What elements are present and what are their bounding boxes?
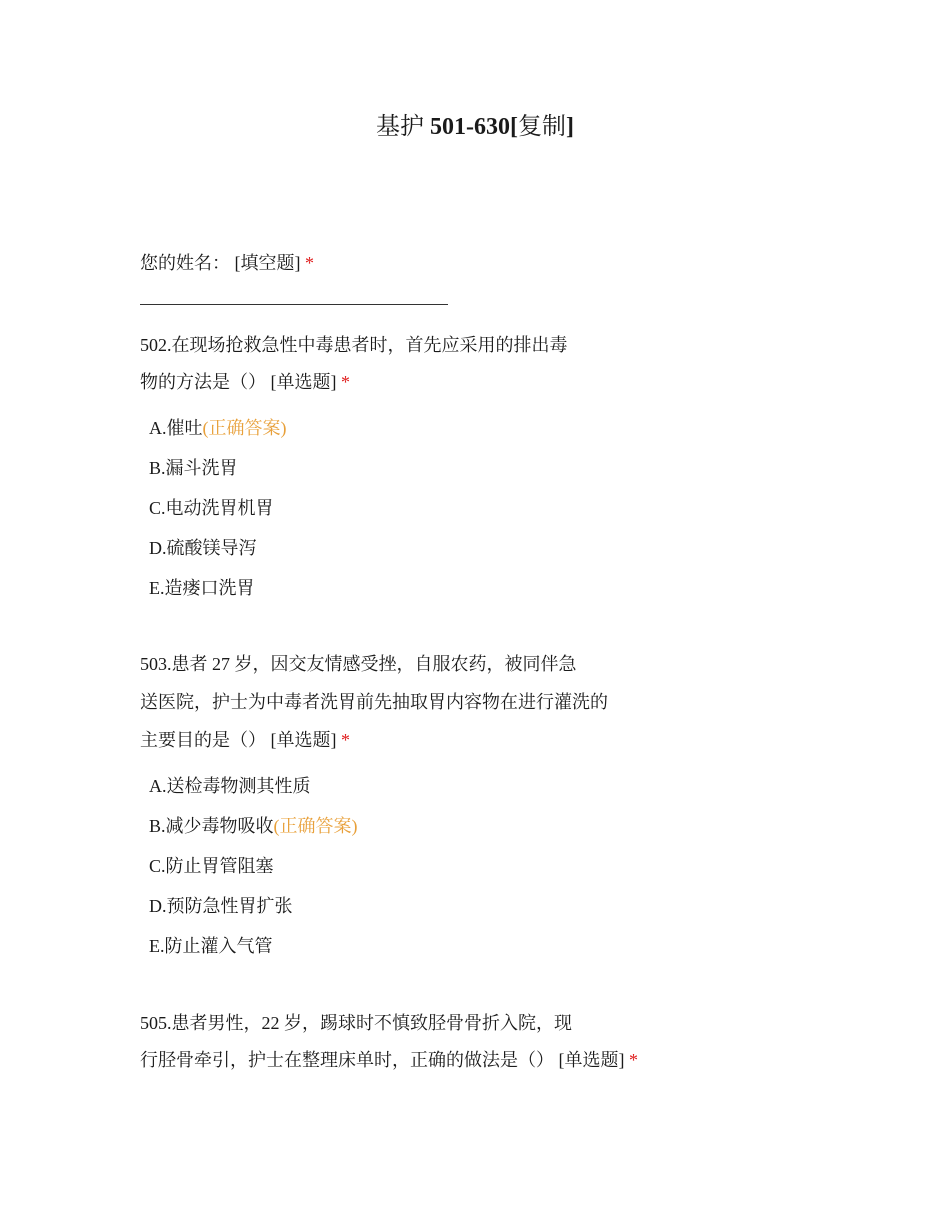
- question-502-option-a[interactable]: [149, 415, 287, 441]
- option-text: A.送检毒物测其性质: [149, 776, 311, 796]
- question-503-option-b[interactable]: [149, 813, 358, 839]
- title-copy: 复制: [517, 114, 566, 140]
- correct-answer-label: (正确答案): [202, 418, 287, 438]
- question-503-line-1: 503.患者 27 岁，因交友情感受挫，自服农药，被同伴急: [140, 654, 577, 674]
- question-503-option-d[interactable]: [149, 893, 293, 919]
- title-prefix: 基护: [376, 114, 430, 140]
- name-answer-blank[interactable]: [140, 304, 448, 305]
- name-question: [140, 250, 314, 276]
- question-502-option-b[interactable]: [149, 455, 238, 481]
- option-text: A.催吐: [149, 418, 203, 438]
- question-502-line-2: [140, 369, 350, 395]
- question-503-option-e[interactable]: [149, 933, 273, 959]
- option-text: D.预防急性胃扩张: [149, 896, 293, 916]
- option-text: C.电动洗胃机胃: [149, 498, 274, 518]
- option-text: C.防止胃管阻塞: [149, 856, 274, 876]
- question-502-option-c[interactable]: [149, 495, 274, 521]
- required-mark: *: [629, 1050, 638, 1070]
- question-503-line-3: [140, 727, 350, 753]
- document-title: [0, 110, 950, 144]
- required-mark: *: [341, 372, 350, 392]
- question-503-option-a[interactable]: [149, 773, 311, 799]
- required-mark: *: [305, 253, 314, 273]
- question-505-line-2: [140, 1047, 638, 1073]
- option-text: E.造瘘口洗胃: [149, 578, 255, 598]
- question-502-line-1: 502.在现场抢救急性中毒患者时，首先应采用的排出毒: [140, 335, 568, 355]
- question-502-option-d[interactable]: [149, 535, 257, 561]
- required-mark: *: [341, 730, 350, 750]
- question-505-line-1: 505.患者男性，22 岁，踢球时不慎致胫骨骨折入院，现: [140, 1013, 572, 1033]
- question-503-line-3-text: 主要目的是（）: [140, 730, 266, 750]
- question-type: [单选题]: [270, 730, 337, 750]
- question-type: [填空题]: [234, 253, 301, 273]
- question-503-option-c[interactable]: [149, 853, 274, 879]
- question-503-line-2: 送医院，护士为中毒者洗胃前先抽取胃内容物在进行灌洗的: [140, 692, 608, 712]
- title-range: 501-630[: [430, 114, 518, 140]
- correct-answer-label: (正确答案): [273, 816, 358, 836]
- question-502-option-e[interactable]: [149, 575, 255, 601]
- question-type: [单选题]: [270, 372, 337, 392]
- option-text: E.防止灌入气管: [149, 936, 273, 956]
- name-question-label: 您的姓名：: [140, 253, 230, 273]
- question-502-line-2-text: 物的方法是（）: [140, 372, 266, 392]
- question-505-line-2-text: 行胫骨牵引，护士在整理床单时，正确的做法是（）: [140, 1050, 554, 1070]
- option-text: B.减少毒物吸收: [149, 816, 274, 836]
- option-text: D.硫酸镁导泻: [149, 538, 257, 558]
- option-text: B.漏斗洗胃: [149, 458, 238, 478]
- question-type: [单选题]: [558, 1050, 625, 1070]
- title-close: ]: [565, 114, 574, 140]
